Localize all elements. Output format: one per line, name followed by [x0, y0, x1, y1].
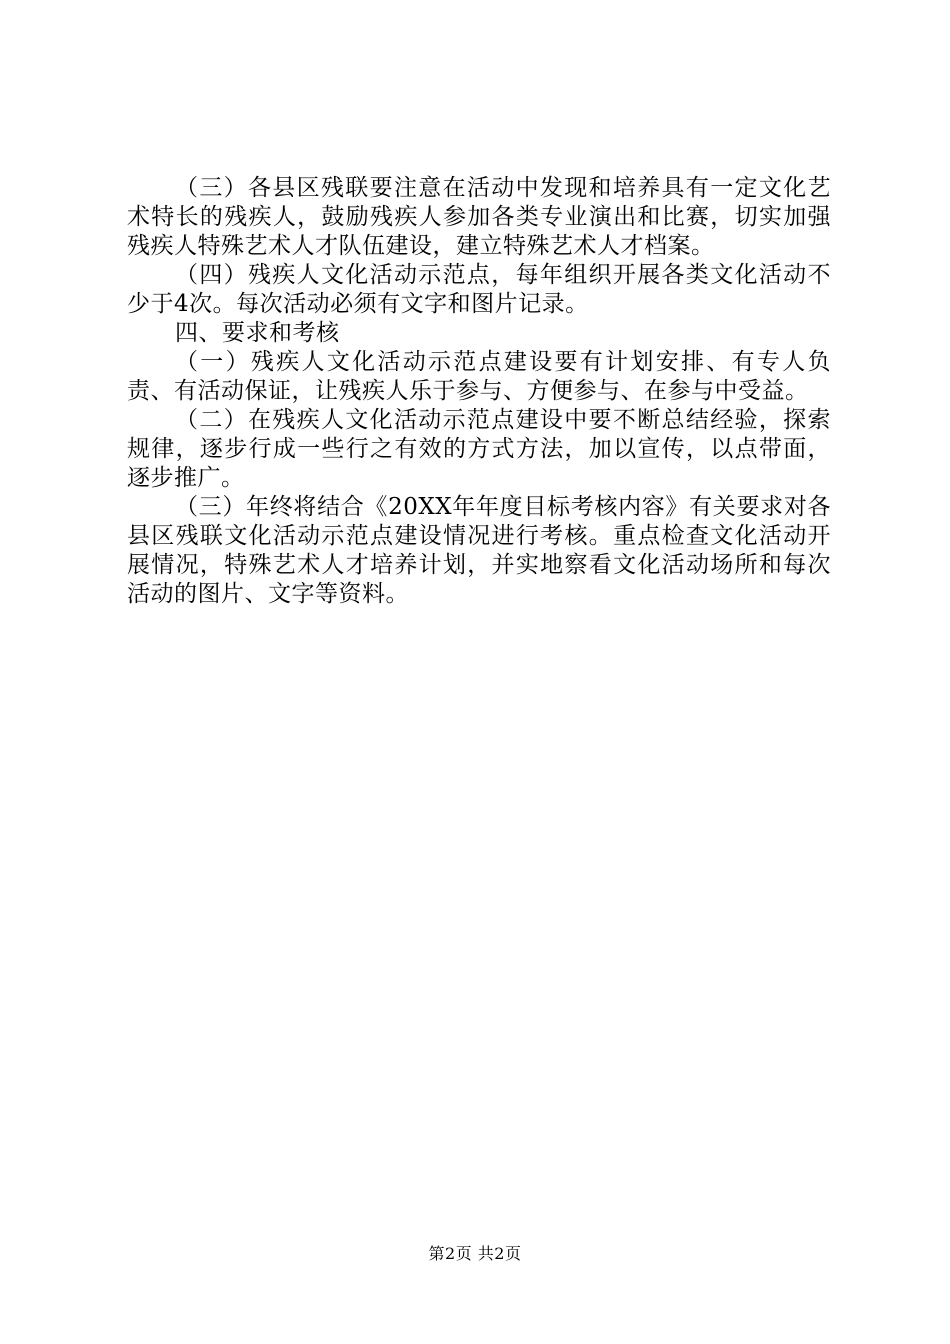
paragraph-2: （四）残疾人文化活动示范点，每年组织开展各类文化活动不少于4次。每次活动必须有文字和图片记录。 [127, 262, 831, 317]
document-body [127, 174, 831, 609]
paragraph-4: （二）在残疾人文化活动示范点建设中要不断总结经验，探索规律，逐步行成一些行之有效的方式方法，加以宣传，以点带面，逐步推广。 [127, 407, 831, 491]
paragraph-5: （三）年终将结合《20XX年年度目标考核内容》有关要求对各县区残联文化活动示范点建设情况进行考核。重点检查文化活动开展情况，特殊艺术人才培养计划，并实地察看文化活动场所和每次活动的图片、文字等资料。 [127, 494, 831, 607]
paragraph-3: （一）残疾人文化活动示范点建设要有计划安排、有专人负责、有活动保证，让残疾人乐于参与、方便参与、在参与中受益。 [127, 349, 831, 404]
page-footer: 第2页 共2页 [428, 1244, 522, 1263]
paragraph-1: （三）各县区残联要注意在活动中发现和培养具有一定文化艺术特长的残疾人，鼓励残疾人参加各类专业演出和比赛，切实加强残疾人特殊艺术人才队伍建设，建立特殊艺术人才档案。 [127, 175, 831, 259]
section-heading: 四、要求和考核 [175, 320, 340, 346]
